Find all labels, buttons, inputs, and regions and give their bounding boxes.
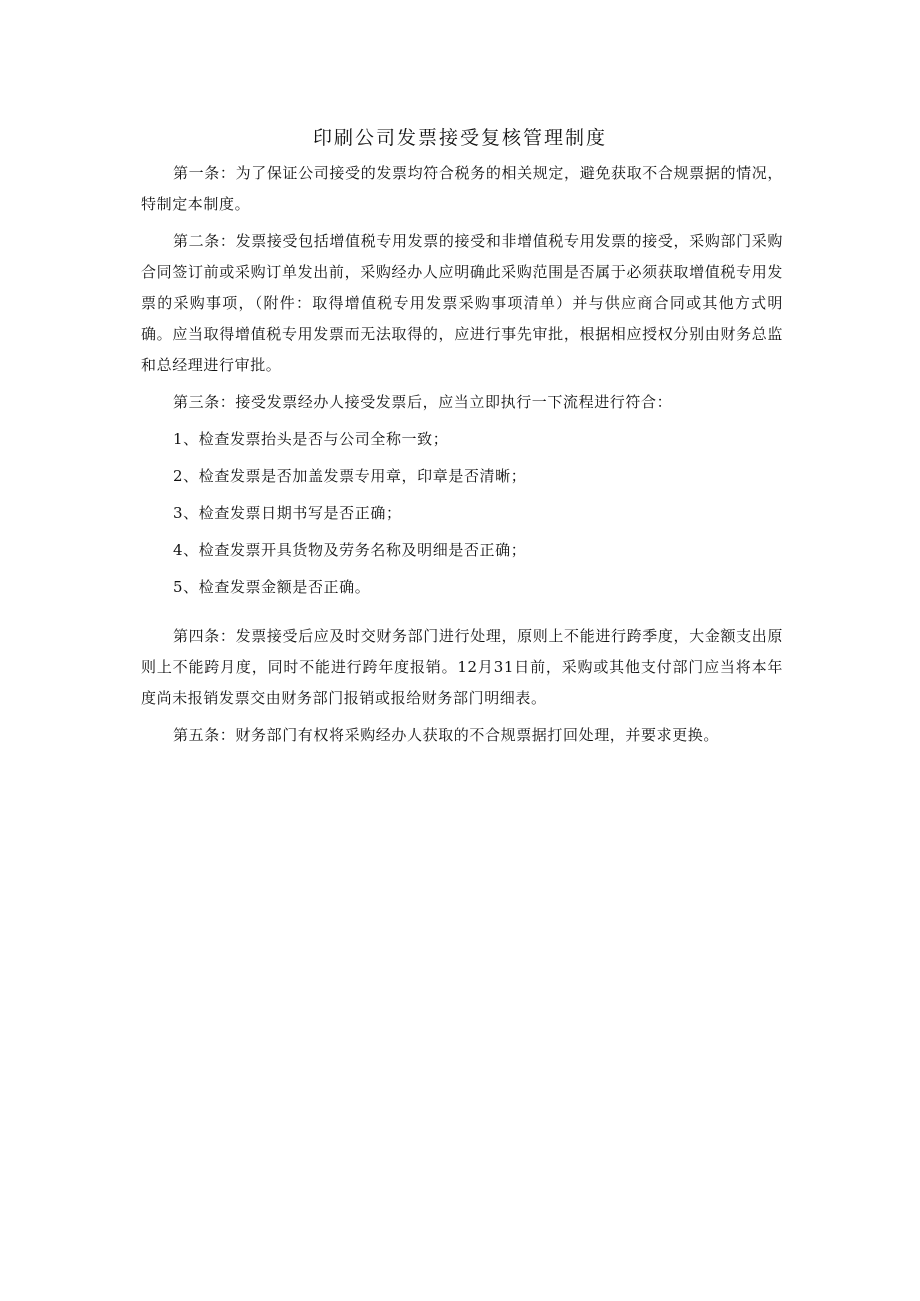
checklist-item-3: 3、检查发票日期书写是否正确；: [173, 504, 402, 522]
article-5: 第五条：财务部门有权将采购经办人获取的不合规票据打回处理，并要求更换。: [173, 726, 720, 744]
article-2: 第二条：发票接受包括增值税专用发票的接受和非增值税专用发票的接受，采购部门采购合同签订前或采购订单发出前，采购经办人应明确此采购范围是否属于必须获取增值税专用发票的采购事项，（附件：取得增值税专用发票采购事项清单）并与供应商合同或其他方式明确。应当取得增值税专用发票而无法取得的，应进行事先审批，根据相应授权分别由财务总监和总经理进行审批。: [141, 232, 783, 374]
article-1: 第一条：为了保证公司接受的发票均符合税务的相关规定，避免获取不合规票据的情况，特制定本制度。: [141, 164, 783, 213]
document-title: 印刷公司发票接受复核管理制度: [312, 127, 607, 149]
document-body: [141, 158, 783, 757]
checklist-item-4: 4、检查发票开具货物及劳务名称及明细是否正确；: [173, 541, 527, 559]
article-4: 第四条：发票接受后应及时交财务部门进行处理，原则上不能进行跨季度，大金额支出原则上不能跨月度，同时不能进行跨年度报销。12月31日前，采购或其他支付部门应当将本年度尚未报销发票交由财务部门报销或报给财务部门明细表。: [141, 627, 783, 707]
checklist-item-5: 5、检查发票金额是否正确。: [173, 578, 371, 596]
checklist-item-1: 1、检查发票抬头是否与公司全称一致；: [173, 430, 449, 448]
article-3: 第三条：接受发票经办人接受发票后，应当立即执行一下流程进行符合：: [173, 393, 673, 411]
checklist-item-2: 2、检查发票是否加盖发票专用章，印章是否清晰；: [173, 467, 527, 485]
